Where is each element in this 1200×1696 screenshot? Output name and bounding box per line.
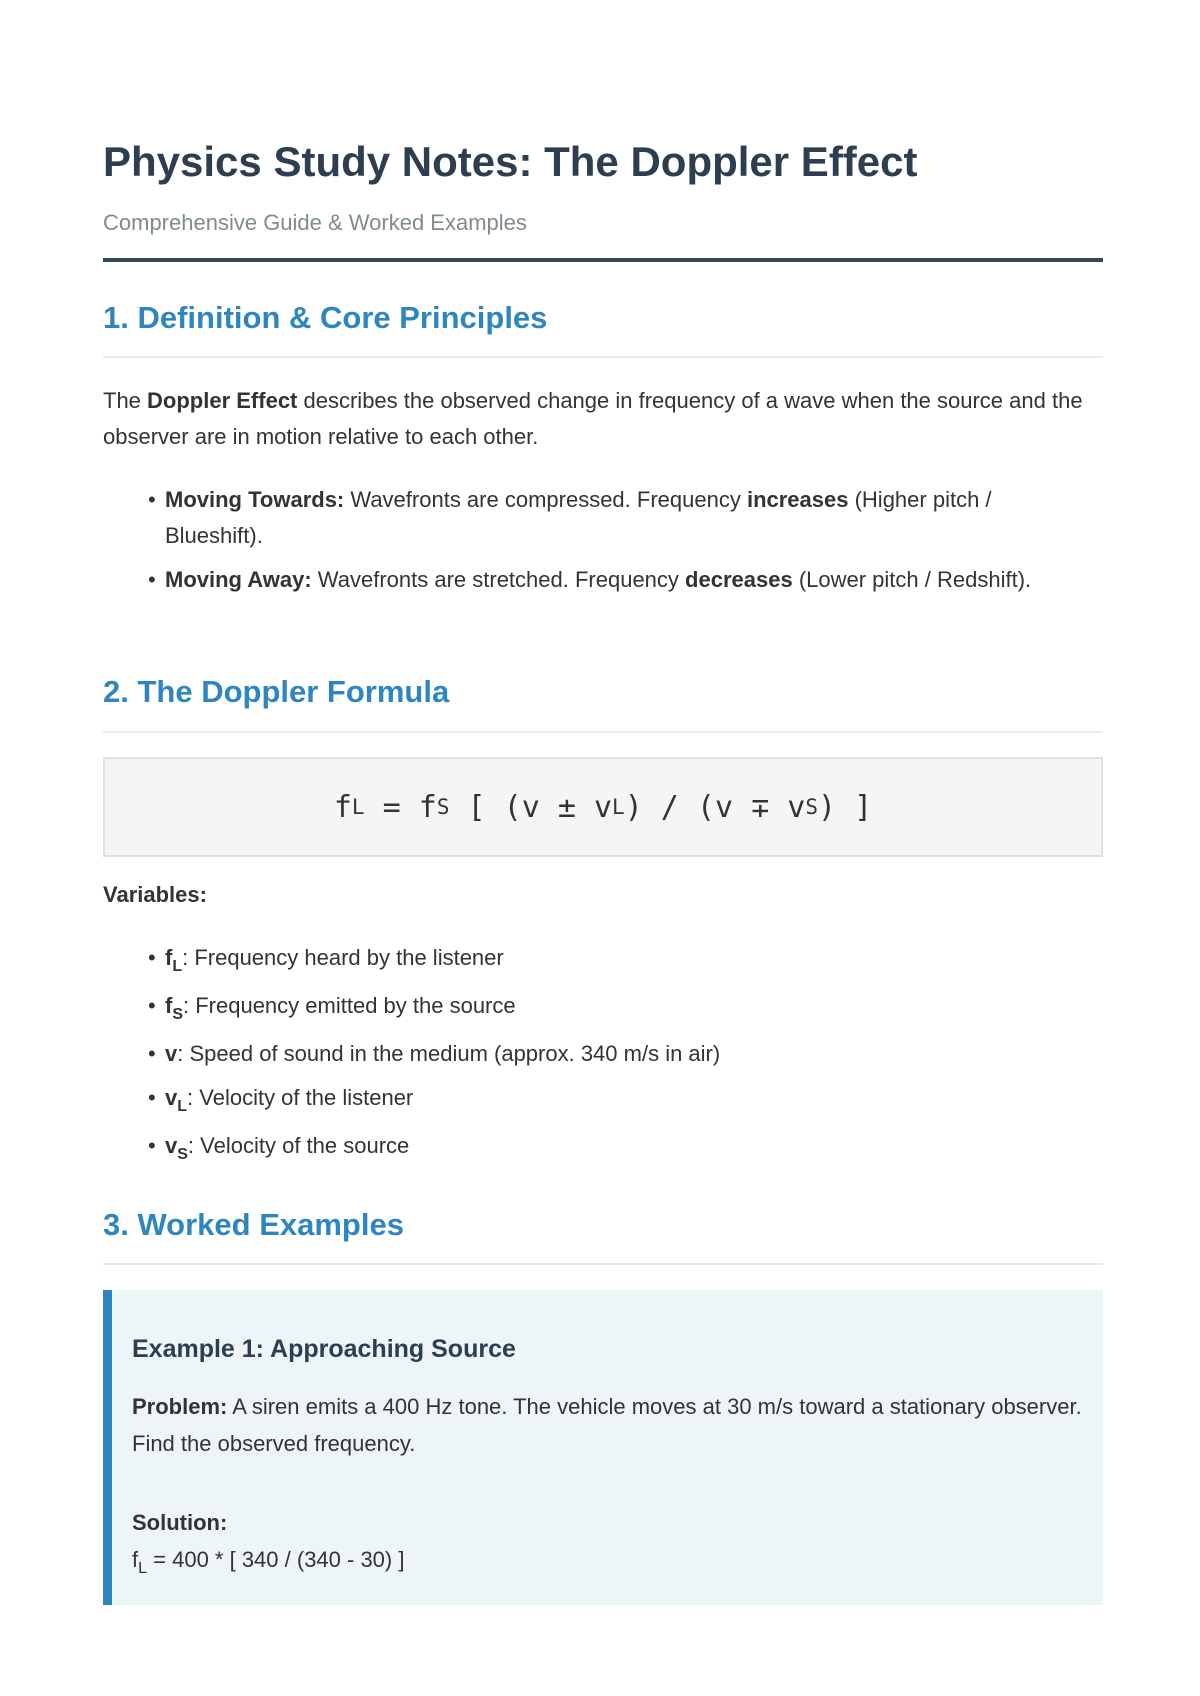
list-item: • Moving Towards: Wavefronts are compressed. Frequency increases (Higher pitch / Blueshift). <box>148 487 992 548</box>
example-title: Example 1: Approaching Source <box>132 1335 516 1363</box>
page-title: Physics Study Notes: The Doppler Effect <box>103 138 918 185</box>
list-item: • v: Speed of sound in the medium (approx. 340 m/s in air) <box>148 1041 721 1066</box>
section-heading-definition: 1. Definition & Core Principles <box>103 300 548 335</box>
example-card <box>103 1290 1103 1605</box>
section-divider <box>103 731 1103 733</box>
variables-label: Variables: <box>103 882 207 907</box>
list-item: • $f_S$: Frequency emitted by the source <box>148 993 516 1023</box>
definition-paragraph: The Doppler Effect describes the observed change in frequency of a wave when the source and the observer are in motion relative to each other. <box>103 388 1083 449</box>
list-item: • $v_S$: Velocity of the source <box>148 1133 410 1163</box>
example-problem: Problem: A siren emits a 400 Hz tone. The vehicle moves at 30 m/s toward a stationary observer. Find the observed frequency. <box>132 1394 1082 1456</box>
solution-label: Solution: <box>132 1510 228 1535</box>
title-divider <box>103 258 1103 262</box>
section-heading-examples: 3. Worked Examples <box>103 1207 404 1242</box>
variables-list <box>148 940 1088 1176</box>
section-divider <box>103 356 1103 358</box>
page-subtitle: Comprehensive Guide & Worked Examples <box>103 210 527 235</box>
solution-calculation: $f_L = 400$ * [ 340 / (340 - 30) ] <box>132 1547 405 1577</box>
list-item: • $f_L$: Frequency heard by the listener <box>148 945 504 975</box>
example-accent-bar <box>103 1290 112 1605</box>
doppler-effect-term: Doppler Effect <box>147 388 298 413</box>
section-divider <box>103 1263 1103 1265</box>
formula-box: f L = f S [ (v ± v L ) / (v ∓ v S ) ] <box>103 757 1103 857</box>
principles-list <box>148 482 1088 598</box>
list-item: • $v_L$: Velocity of the listener <box>148 1085 414 1115</box>
section-heading-formula: 2. The Doppler Formula <box>103 674 450 709</box>
list-item: • Moving Away: Wavefronts are stretched. Frequency decreases (Lower pitch / Redshift). <box>148 567 1032 592</box>
